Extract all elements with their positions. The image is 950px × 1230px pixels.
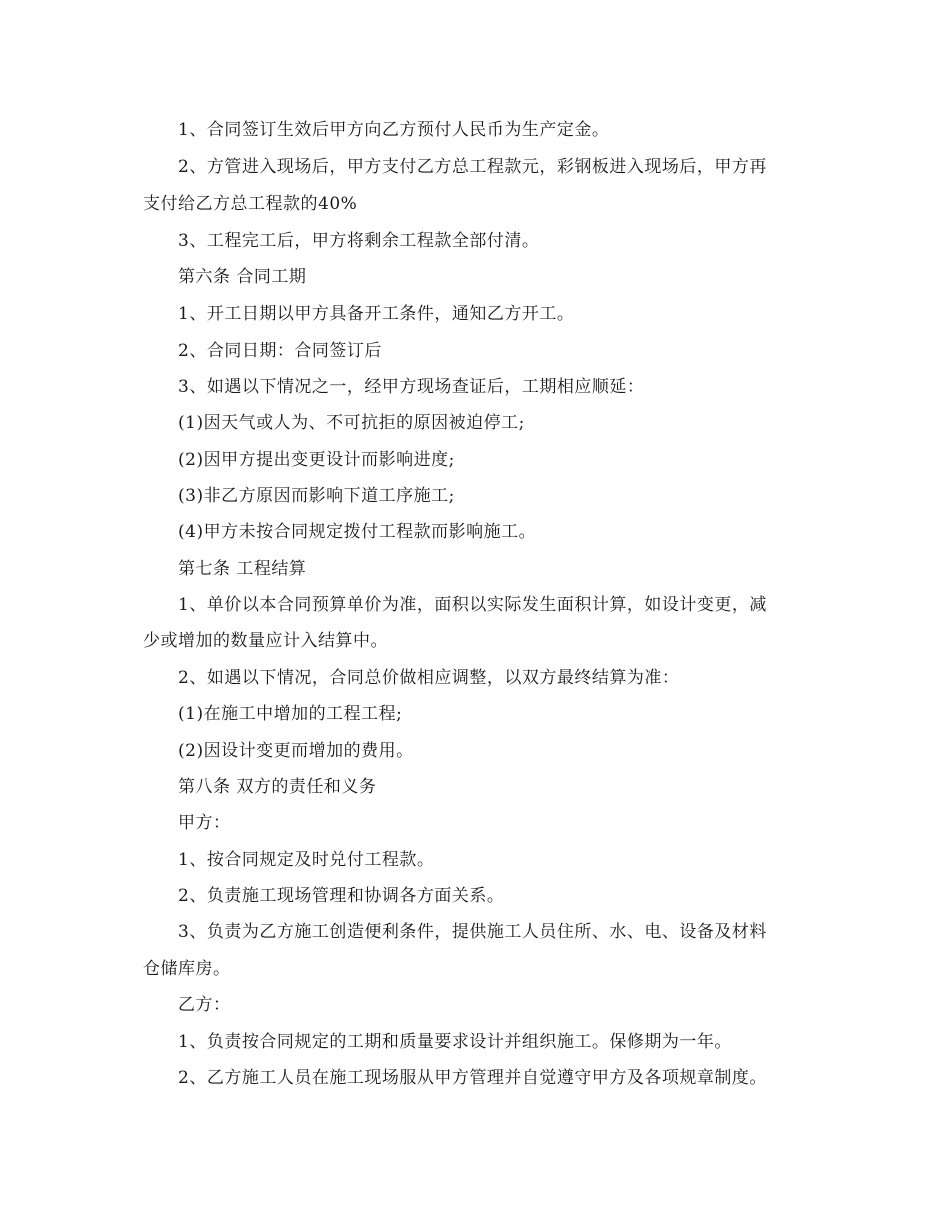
text-line: 1、合同签订生效后甲方向乙方预付人民币为生产定金。: [178, 120, 610, 140]
text-line: (2)因甲方提出变更设计而影响进度;: [178, 450, 455, 470]
text-line: 2、负责施工现场管理和协调各方面关系。: [178, 886, 505, 906]
text-line: 3、工程完工后，甲方将剩余工程款全部付清。: [178, 231, 540, 251]
party-label: 乙方：: [178, 995, 231, 1015]
text-line: 2、乙方施工人员在施工现场服从甲方管理并自觉遵守甲方及各项规章制度。: [178, 1068, 767, 1088]
text-line: (2)因设计变更而增加的费用。: [178, 741, 414, 761]
text-line: 3、如遇以下情况之一，经甲方现场查证后，工期相应顺延：: [178, 377, 645, 397]
text-line: 2、方管进入现场后，甲方支付乙方总工程款元，彩钢板进入现场后，甲方再: [178, 157, 767, 177]
section-heading: 第七条 工程结算: [178, 559, 307, 579]
text-line: (3)非乙方原因而影响下道工序施工;: [178, 486, 455, 506]
text-line: 2、如遇以下情况，合同总价做相应调整，以双方最终结算为准：: [178, 668, 680, 688]
text-line: 仓储库房。: [143, 959, 231, 979]
text-line: (1)在施工中增加的工程工程;: [178, 704, 403, 724]
text-line: 支付给乙方总工程款的40%: [143, 194, 358, 214]
text-line: 1、按合同规定及时兑付工程款。: [178, 850, 435, 870]
text-line: 1、单价以本合同预算单价为准，面积以实际发生面积计算，如设计变更，减: [178, 595, 767, 615]
text-line: 1、负责按合同规定的工期和质量要求设计并组织施工。保修期为一年。: [178, 1032, 732, 1052]
text-line: (1)因天气或人为、不可抗拒的原因被迫停工;: [178, 413, 525, 433]
text-line: 1、开工日期以甲方具备开工条件，通知乙方开工。: [178, 304, 575, 324]
text-line: 3、负责为乙方施工创造便利条件，提供施工人员住所、水、电、设备及材料: [178, 922, 767, 942]
section-heading: 第六条 合同工期: [178, 267, 307, 287]
section-heading: 第八条 双方的责任和义务: [178, 777, 377, 797]
text-line: (4)甲方未按合同规定拨付工程款而影响施工。: [178, 522, 537, 542]
text-line: 2、合同日期：合同签订后: [178, 341, 382, 361]
text-line: 少或增加的数量应计入结算中。: [143, 631, 388, 651]
party-label: 甲方：: [178, 813, 231, 833]
